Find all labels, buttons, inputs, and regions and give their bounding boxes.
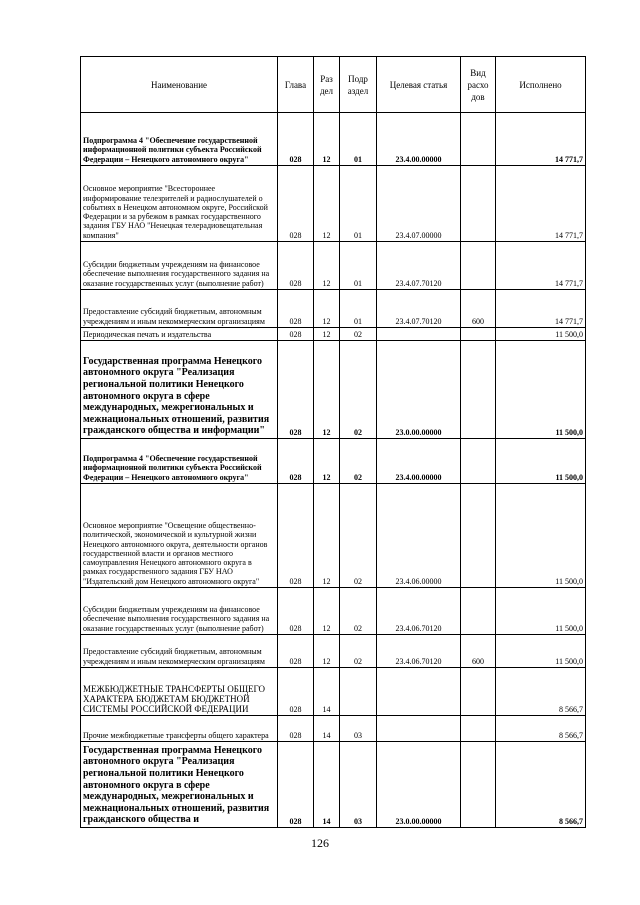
- row-section: 12: [314, 113, 340, 166]
- row-section: 12: [314, 439, 340, 484]
- row-expense-type: [461, 166, 496, 242]
- row-executed: 14 771,7: [496, 113, 586, 166]
- row-executed: 11 500,0: [496, 484, 586, 588]
- row-section: 12: [314, 166, 340, 242]
- row-executed: 14 771,7: [496, 166, 586, 242]
- row-expense-type: [461, 113, 496, 166]
- row-section: 14: [314, 742, 340, 828]
- row-executed: 8 566,7: [496, 716, 586, 742]
- row-target: 23.4.07.00000: [377, 166, 461, 242]
- row-executed: 11 500,0: [496, 635, 586, 668]
- row-executed: 8 566,7: [496, 742, 586, 828]
- page-number: 126: [311, 836, 329, 850]
- row-chapter: 028: [278, 742, 314, 828]
- row-section: 12: [314, 635, 340, 668]
- row-section: 12: [314, 484, 340, 588]
- header-subsection: Подр аздел: [340, 57, 377, 113]
- header-section: Раз дел: [314, 57, 340, 113]
- table-row: [81, 242, 586, 290]
- row-expense-type: [461, 484, 496, 588]
- header-expense-type: Вид расхо дов: [461, 57, 496, 113]
- table-row: [81, 166, 586, 242]
- row-expense-type: [461, 716, 496, 742]
- table-row: [81, 716, 586, 742]
- row-target: 23.4.07.70120: [377, 242, 461, 290]
- row-target: 23.4.06.00000: [377, 484, 461, 588]
- row-target: 23.0.00.00000: [377, 341, 461, 439]
- row-name: Государственная программа Ненецкого автономного округа "Реализация региональной политики Ненецкого автономного округа в сфере международных, межрегиональных и межнациональных отношений, развития гражданского общества и информации": [81, 341, 278, 439]
- row-section: 12: [314, 290, 340, 328]
- row-section: 12: [314, 328, 340, 341]
- row-expense-type: 600: [461, 290, 496, 328]
- row-name: Подпрограмма 4 "Обеспечение государственной информационной политики субъекта Российской Федерации – Ненецкого автономного округа": [81, 113, 278, 166]
- row-executed: 14 771,7: [496, 290, 586, 328]
- table-row: [81, 484, 586, 588]
- row-subsection: 03: [340, 716, 377, 742]
- row-expense-type: [461, 668, 496, 716]
- row-chapter: 028: [278, 716, 314, 742]
- row-name: Периодическая печать и издательства: [81, 328, 278, 341]
- row-chapter: 028: [278, 341, 314, 439]
- row-name: Предоставление субсидий бюджетным, автономным учреждениям и иным некоммерческим организациям: [81, 290, 278, 328]
- row-target: 23.4.00.00000: [377, 113, 461, 166]
- header-name: Наименование: [81, 57, 278, 113]
- row-name: Субсидии бюджетным учреждениям на финансовое обеспечение выполнения государственного задания на оказание государственных услуг (выполнение работ): [81, 588, 278, 635]
- row-subsection: 02: [340, 635, 377, 668]
- row-target: [377, 716, 461, 742]
- row-expense-type: [461, 742, 496, 828]
- row-chapter: 028: [278, 484, 314, 588]
- header-chapter: Глава: [278, 57, 314, 113]
- table-row: [81, 439, 586, 484]
- row-name: Субсидии бюджетным учреждениям на финансовое обеспечение выполнения государственного задания на оказание государственных услуг (выполнение работ): [81, 242, 278, 290]
- row-subsection: 02: [340, 588, 377, 635]
- row-chapter: 028: [278, 113, 314, 166]
- row-chapter: 028: [278, 166, 314, 242]
- row-target: 23.4.00.00000: [377, 439, 461, 484]
- row-target: 23.4.06.70120: [377, 635, 461, 668]
- row-executed: 11 500,0: [496, 341, 586, 439]
- row-subsection: 02: [340, 484, 377, 588]
- row-name: Основное мероприятие "Всестороннее информирование телезрителей и радиослушателей о событиях в Ненецком автономном округе, Российской Федерации и за рубежом в рамках государственного задания ГБУ НАО "Ненецкая телерадиовещательная компания": [81, 166, 278, 242]
- row-subsection: 01: [340, 242, 377, 290]
- row-name: Государственная программа Ненецкого автономного округа "Реализация региональной политики Ненецкого автономного округа в сфере международных, межрегиональных и межнациональных отношений, развития гражданского общества и: [81, 742, 278, 828]
- row-subsection: 02: [340, 328, 377, 341]
- row-expense-type: [461, 242, 496, 290]
- row-executed: 11 500,0: [496, 328, 586, 341]
- row-chapter: 028: [278, 635, 314, 668]
- header-target: Целевая статья: [377, 57, 461, 113]
- table-row: [81, 668, 586, 716]
- row-subsection: 02: [340, 341, 377, 439]
- row-chapter: 028: [278, 588, 314, 635]
- row-chapter: 028: [278, 668, 314, 716]
- row-section: 14: [314, 668, 340, 716]
- row-chapter: 028: [278, 439, 314, 484]
- row-executed: 11 500,0: [496, 439, 586, 484]
- row-executed: 8 566,7: [496, 668, 586, 716]
- row-subsection: 01: [340, 113, 377, 166]
- row-section: 12: [314, 242, 340, 290]
- row-target: [377, 668, 461, 716]
- row-target: [377, 328, 461, 341]
- row-executed: 11 500,0: [496, 588, 586, 635]
- row-target: 23.4.07.70120: [377, 290, 461, 328]
- row-subsection: [340, 668, 377, 716]
- row-expense-type: [461, 328, 496, 341]
- row-expense-type: [461, 439, 496, 484]
- table-row: [81, 290, 586, 328]
- row-section: 12: [314, 341, 340, 439]
- row-target: 23.0.00.00000: [377, 742, 461, 828]
- row-section: 14: [314, 716, 340, 742]
- row-name: Подпрограмма 4 "Обеспечение государственной информационной политики субъекта Российской Федерации – Ненецкого автономного округа": [81, 439, 278, 484]
- row-subsection: 01: [340, 290, 377, 328]
- row-chapter: 028: [278, 242, 314, 290]
- row-chapter: 028: [278, 290, 314, 328]
- row-subsection: 02: [340, 439, 377, 484]
- row-executed: 14 771,7: [496, 242, 586, 290]
- header-executed: Исполнено: [496, 57, 586, 113]
- row-name: МЕЖБЮДЖЕТНЫЕ ТРАНСФЕРТЫ ОБЩЕГО ХАРАКТЕРА БЮДЖЕТАМ БЮДЖЕТНОЙ СИСТЕМЫ РОССИЙСКОЙ ФЕДЕРАЦИИ: [81, 668, 278, 716]
- row-expense-type: [461, 588, 496, 635]
- row-subsection: 01: [340, 166, 377, 242]
- row-chapter: 028: [278, 328, 314, 341]
- row-name: Прочие межбюджетные трансферты общего характера: [81, 716, 278, 742]
- table-row: [81, 588, 586, 635]
- row-name: Основное мероприятие "Освещение общественно-политической, экономической и культурной жизни Ненецкого автономного округа, деятельности органов государственной власти и органов местного самоуправления Ненецкого автономного округа в рамках государственного задания ГБУ НАО "Издательский дом Ненецкого автономного округа": [81, 484, 278, 588]
- table-row: [81, 341, 586, 439]
- budget-table: [80, 56, 586, 828]
- table-row: [81, 742, 586, 828]
- table-row: [81, 113, 586, 166]
- table-row: [81, 328, 586, 341]
- row-section: 12: [314, 588, 340, 635]
- row-expense-type: [461, 341, 496, 439]
- row-target: 23.4.06.70120: [377, 588, 461, 635]
- row-subsection: 03: [340, 742, 377, 828]
- table-row: [81, 635, 586, 668]
- row-name: Предоставление субсидий бюджетным, автономным учреждениям и иным некоммерческим организациям: [81, 635, 278, 668]
- row-expense-type: 600: [461, 635, 496, 668]
- table-header-row: [81, 57, 586, 113]
